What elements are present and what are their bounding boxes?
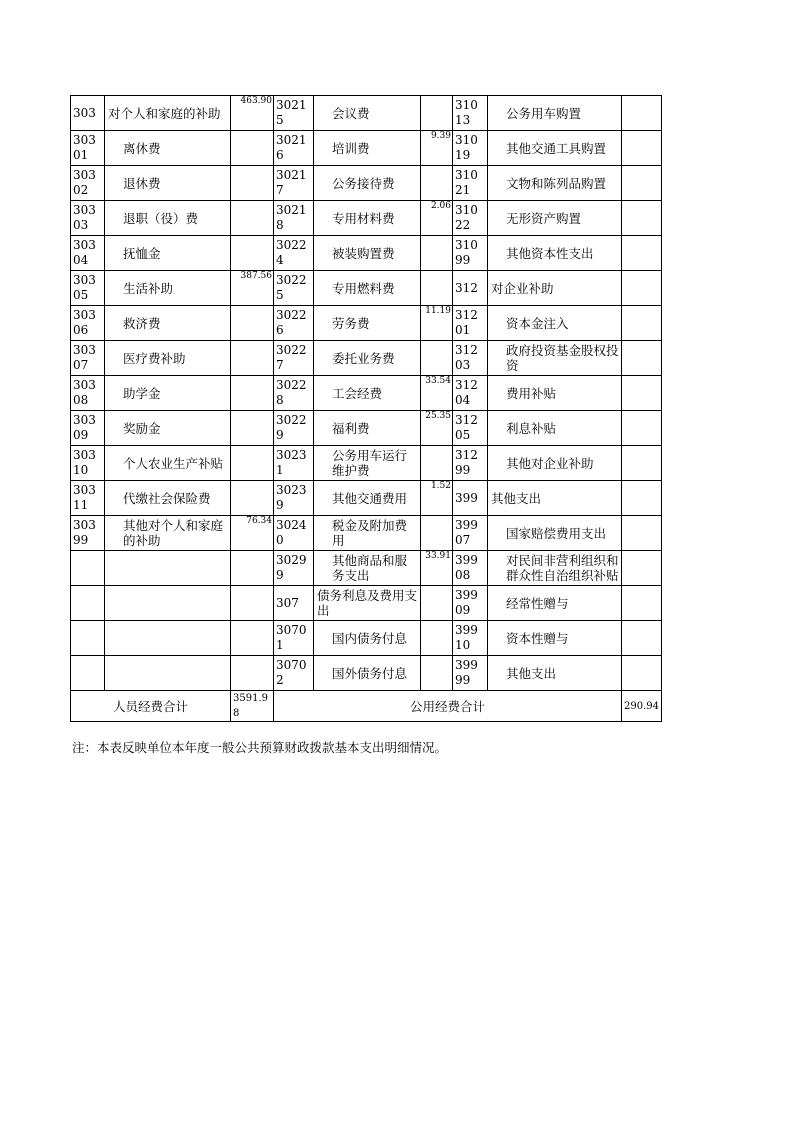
amount-cell: 11.19 [421,306,453,341]
code-cell: 30225 [274,271,314,306]
amount-cell [622,411,662,446]
name-cell: 其他对个人和家庭的补助 [105,516,231,551]
table-row [71,341,662,376]
table-row [71,201,662,236]
code-cell: 30305 [71,271,105,306]
code-cell: 30226 [274,306,314,341]
public-total-value: 290.94 [622,691,662,722]
code-cell [71,586,105,621]
amount-cell [622,551,662,586]
amount-cell [622,96,662,131]
amount-cell [421,586,453,621]
name-cell [105,586,231,621]
code-cell [71,621,105,656]
name-cell: 债务利息及费用支出 [314,586,421,621]
name-cell: 对民间非营利组织和群众性自治组织补贴 [488,551,622,586]
amount-cell [231,201,274,236]
table-row [71,131,662,166]
table-row [71,586,662,621]
code-cell: 30215 [274,96,314,131]
amount-cell [622,516,662,551]
code-cell: 39907 [453,516,488,551]
name-cell: 退职（役）费 [105,201,231,236]
name-cell: 专用燃料费 [314,271,421,306]
code-cell: 30239 [274,481,314,516]
name-cell: 经常性赠与 [488,586,622,621]
code-cell: 30240 [274,516,314,551]
code-cell: 30299 [274,551,314,586]
table-row [71,376,662,411]
code-cell: 30304 [71,236,105,271]
amount-cell [421,516,453,551]
code-cell [71,551,105,586]
table-row [71,551,662,586]
name-cell: 专用材料费 [314,201,421,236]
amount-cell [231,621,274,656]
amount-cell [622,621,662,656]
name-cell: 离休费 [105,131,231,166]
name-cell: 代缴社会保险费 [105,481,231,516]
code-cell: 30216 [274,131,314,166]
amount-cell [421,656,453,691]
name-cell: 其他资本性支出 [488,236,622,271]
table-row [71,481,662,516]
code-cell: 30228 [274,376,314,411]
name-cell: 生活补助 [105,271,231,306]
code-cell: 307 [274,586,314,621]
code-cell: 30701 [274,621,314,656]
code-cell: 30308 [71,376,105,411]
name-cell [105,621,231,656]
table-row [71,96,662,131]
code-cell: 31203 [453,341,488,376]
code-cell: 303 [71,96,105,131]
name-cell: 其他支出 [488,656,622,691]
amount-cell: 463.90 [231,96,274,131]
code-cell: 30302 [71,166,105,201]
code-cell: 30309 [71,411,105,446]
name-cell: 税金及附加费用 [314,516,421,551]
amount-cell [421,96,453,131]
name-cell: 被装购置费 [314,236,421,271]
amount-cell [421,166,453,201]
amount-cell [231,341,274,376]
code-cell [71,656,105,691]
amount-cell [622,306,662,341]
code-cell: 39999 [453,656,488,691]
code-cell: 399 [453,481,488,516]
name-cell: 个人农业生产补贴 [105,446,231,481]
name-cell: 医疗费补助 [105,341,231,376]
table-row [71,306,662,341]
amount-cell: 76.34 [231,516,274,551]
table-body [71,96,662,691]
name-cell: 对个人和家庭的补助 [105,96,231,131]
code-cell: 31299 [453,446,488,481]
amount-cell [421,341,453,376]
table-row [71,446,662,481]
amount-cell [231,306,274,341]
amount-cell [231,586,274,621]
amount-cell [622,271,662,306]
name-cell: 文物和陈列品购置 [488,166,622,201]
amount-cell: 33.91 [421,551,453,586]
amount-cell [231,656,274,691]
amount-cell [421,271,453,306]
code-cell: 30231 [274,446,314,481]
amount-cell [622,131,662,166]
name-cell [105,656,231,691]
amount-cell [622,201,662,236]
name-cell: 对企业补助 [488,271,622,306]
name-cell: 无形资产购置 [488,201,622,236]
name-cell: 资本金注入 [488,306,622,341]
code-cell: 312 [453,271,488,306]
code-cell: 31205 [453,411,488,446]
amount-cell [421,236,453,271]
amount-cell: 387.56 [231,271,274,306]
amount-cell [231,166,274,201]
name-cell: 公务用车购置 [488,96,622,131]
amount-cell [231,481,274,516]
name-cell: 政府投资基金股权投资 [488,341,622,376]
amount-cell [231,446,274,481]
code-cell: 31204 [453,376,488,411]
amount-cell [231,551,274,586]
name-cell [105,551,231,586]
code-cell: 31099 [453,236,488,271]
amount-cell: 9.39 [421,131,453,166]
name-cell: 其他支出 [488,481,622,516]
name-cell: 其他商品和服务支出 [314,551,421,586]
name-cell: 国内债务付息 [314,621,421,656]
name-cell: 公务用车运行维护费 [314,446,421,481]
amount-cell: 25.35 [421,411,453,446]
code-cell: 39908 [453,551,488,586]
amount-cell [622,656,662,691]
totals-row [71,691,662,722]
name-cell: 培训费 [314,131,421,166]
amount-cell [622,341,662,376]
name-cell: 福利费 [314,411,421,446]
amount-cell: 2.06 [421,201,453,236]
code-cell: 30217 [274,166,314,201]
amount-cell [231,411,274,446]
name-cell: 救济费 [105,306,231,341]
table-row [71,621,662,656]
expenditure-detail-table [70,95,662,722]
name-cell: 其他对企业补助 [488,446,622,481]
code-cell: 31022 [453,201,488,236]
code-cell: 31201 [453,306,488,341]
amount-cell [622,236,662,271]
name-cell: 退休费 [105,166,231,201]
personnel-total-label: 人员经费合计 [71,691,231,722]
code-cell: 30218 [274,201,314,236]
code-cell: 30702 [274,656,314,691]
code-cell: 30224 [274,236,314,271]
name-cell: 会议费 [314,96,421,131]
code-cell: 31013 [453,96,488,131]
name-cell: 利息补贴 [488,411,622,446]
table-row [71,236,662,271]
code-cell: 31019 [453,131,488,166]
table-row [71,656,662,691]
amount-cell [231,376,274,411]
name-cell: 抚恤金 [105,236,231,271]
amount-cell: 1.52 [421,481,453,516]
name-cell: 工会经费 [314,376,421,411]
code-cell: 39910 [453,621,488,656]
code-cell: 30311 [71,481,105,516]
table-row [71,411,662,446]
table-note: 注：本表反映单位本年度一般公共预算财政拨款基本支出明细情况。 [72,740,448,755]
amount-cell [421,446,453,481]
amount-cell [622,446,662,481]
amount-cell [421,621,453,656]
table-row [71,516,662,551]
name-cell: 其他交通费用 [314,481,421,516]
table-row [71,271,662,306]
code-cell: 30227 [274,341,314,376]
name-cell: 劳务费 [314,306,421,341]
amount-cell: 33.54 [421,376,453,411]
code-cell: 39909 [453,586,488,621]
name-cell: 助学金 [105,376,231,411]
name-cell: 国外债务付息 [314,656,421,691]
personnel-total-value: 3591.98 [231,691,274,722]
name-cell: 奖励金 [105,411,231,446]
code-cell: 30301 [71,131,105,166]
name-cell: 其他交通工具购置 [488,131,622,166]
name-cell: 国家赔偿费用支出 [488,516,622,551]
code-cell: 30303 [71,201,105,236]
amount-cell [622,376,662,411]
code-cell: 30229 [274,411,314,446]
table-row [71,166,662,201]
amount-cell [231,131,274,166]
public-total-label: 公用经费合计 [274,691,622,722]
code-cell: 31021 [453,166,488,201]
name-cell: 公务接待费 [314,166,421,201]
code-cell: 30310 [71,446,105,481]
code-cell: 30399 [71,516,105,551]
name-cell: 费用补贴 [488,376,622,411]
amount-cell [622,481,662,516]
name-cell: 资本性赠与 [488,621,622,656]
name-cell: 委托业务费 [314,341,421,376]
amount-cell [231,236,274,271]
amount-cell [622,166,662,201]
amount-cell [622,586,662,621]
code-cell: 30306 [71,306,105,341]
code-cell: 30307 [71,341,105,376]
